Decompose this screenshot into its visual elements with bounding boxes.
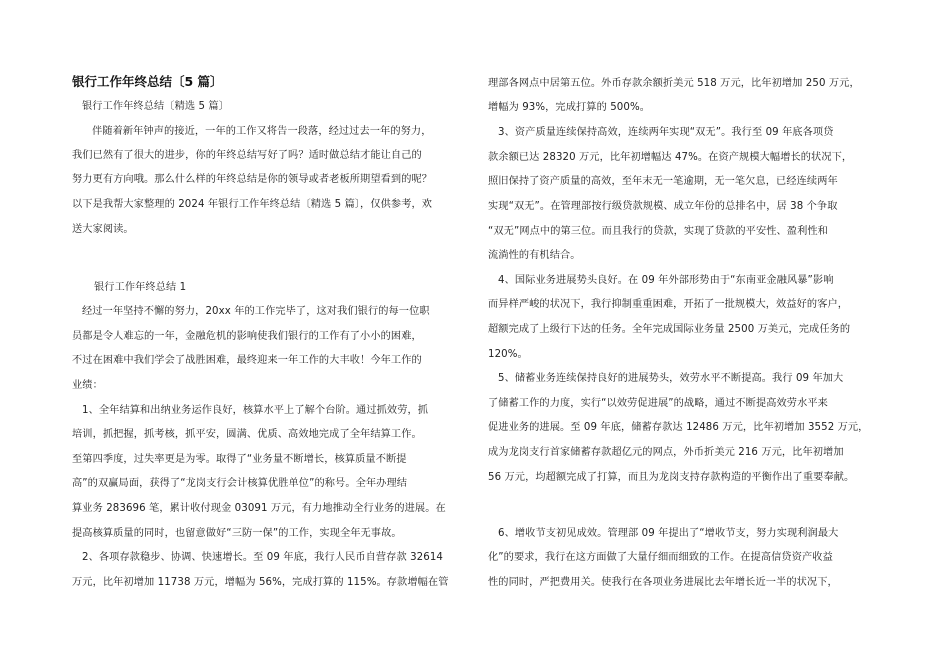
paragraph-line: 性的同时，严把费用关。使我行在各项业务进展比去年增长近一半的状况下， [488,577,838,588]
paragraph-line: 万元，比年初增加 11738 万元，增幅为 56%，完成打算的 115%。存款增幅在管 [72,577,449,588]
paragraph-line: 员都是令人难忘的一年，金融危机的影响使我们银行的工作有了小小的困难， [72,331,422,342]
paragraph-line: 2、各项存款稳步、协调、快速增长。至 09 年底，我行人民币自营存款 32614 [82,552,444,563]
document-title: 银行工作年终总结〔5 篇〕 [72,74,223,89]
paragraph-line: 不过在困难中我们学会了战胜困难，最终迎来一年工作的大丰收！今年工作的 [72,355,422,366]
paragraph-line: 6、增收节支初见成效。管理部 09 年提出了“增收节支，努力实现利润最大 [498,528,839,539]
paragraph-line: 而异样严峻的状况下，我行抑制重重困难，开拓了一批规模大，效益好的客户， [488,299,849,310]
subtitle: 银行工作年终总结〔精选 5 篇〕 [82,101,229,112]
paragraph-line: 成为龙岗支行首家储蓄存款超亿元的网点，外币折美元 216 万元，比年初增加 [488,447,844,458]
paragraph-line: 实现“双无”。在管理部按行级贷款规模、成立年份的总排名中，居 38 个争取 [488,201,838,212]
section-heading: 银行工作年终总结 1 [94,282,187,293]
paragraph-line: 增幅为 93%，完成打算的 500%。 [488,102,651,113]
paragraph-line: 4、国际业务进展势头良好。在 09 年外部形势由于“东南亚金融风暴”影响 [498,275,834,286]
paragraph-line: 3、资产质量连续保持高效，连续两年实现“双无”。我行至 09 年底各项贷 [498,127,834,138]
paragraph-line: 1、全年结算和出纳业务运作良好，核算水平上了解个台阶。通过抓效劳，抓 [82,405,429,416]
paragraph-line: 伴随着新年钟声的接近，一年的工作又将告一段落，经过过去一年的努力， [92,126,432,137]
paragraph-line: 了储蓄工作的力度，实行“以效劳促进展”的战略，通过不断提高效劳水平来 [488,398,828,409]
paragraph-line: 至第四季度，过失率更是为零。取得了“业务量不断增长，核算质量不断提 [72,454,407,465]
paragraph-line: 理部各网点中居第五位。外币存款余额折美元 518 万元，比年初增加 250 万元， [488,78,860,89]
paragraph-line: 化”的要求，我行在这方面做了大量仔细而细致的工作。在提高信贷资产收益 [488,552,833,563]
paragraph-line: 培训，抓把握，抓考核，抓平安，圆满、优质、高效地完成了全年结算工作。 [72,429,422,440]
paragraph-line: 我们已然有了很大的进步，你的年终总结写好了吗？适时做总结才能让自己的 [72,150,422,161]
paragraph-line: 120%。 [488,349,528,360]
paragraph-line: “双无”网点中的第三位。而且我行的贷款，实现了贷款的平安性、盈利性和 [488,226,828,237]
paragraph-line: 流淌性的有机结合。 [488,250,581,261]
paragraph-line: 高”的双赢局面，获得了“龙岗支行会计核算优胜单位”的称号。全年办理结 [72,478,408,489]
paragraph-line: 算业务 283696 笔，累计收付现金 03091 万元，有力地推动全行业务的进展。在 [72,503,446,514]
paragraph-line: 提高核算质量的同时，也留意做好“三防一保”的工作，实现全年无事故。 [72,528,402,539]
paragraph-line: 经过一年坚持不懈的努力，20xx 年的工作完毕了，这对我们银行的每一位职 [82,306,430,317]
paragraph-line: 照旧保持了资产质量的高效，至年末无一笔逾期，无一笔欠息，已经连续两年 [488,176,838,187]
paragraph-line: 努力更有方向哦。那么什么样的年终总结是你的领导或者老板所期望看到的呢？ [72,174,433,185]
paragraph-line: 促进业务的进展。至 09 年底，储蓄存款达 12486 万元，比年初增加 3552 万元， [488,422,869,433]
paragraph-line: 送大家阅读。 [72,224,134,235]
paragraph-line: 款余额已达 28320 万元，比年初增幅达 47%。在资产规模大幅增长的状况下， [488,152,853,163]
paragraph-line: 业绩： [72,380,103,391]
paragraph-line: 5、储蓄业务连续保持良好的进展势头，效劳水平不断提高。我行 09 年加大 [498,373,844,384]
paragraph-line: 超额完成了上级行下达的任务。全年完成国际业务量 2500 万美元，完成任务的 [488,324,851,335]
paragraph-line: 以下是我帮大家整理的 2024 年银行工作年终总结〔精选 5 篇〕，仅供参考，欢 [72,199,433,210]
paragraph-line: 56 万元，均超额完成了打算，而且为龙岗支持存款构造的平衡作出了重要奉献。 [488,472,855,483]
